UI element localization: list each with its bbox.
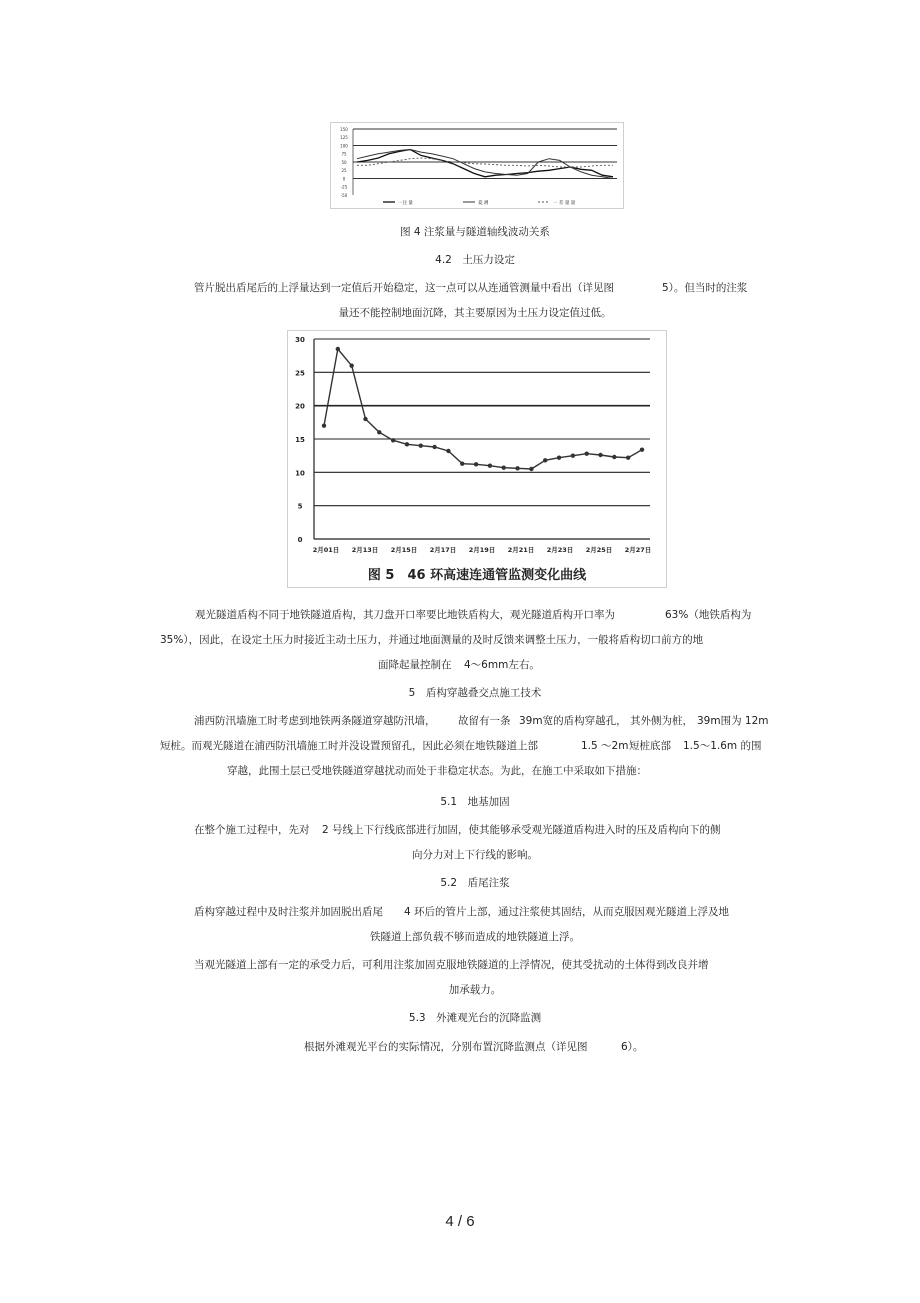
figure-5-y-tick-label: 5	[297, 502, 303, 511]
figure-5-x-tick-label: 2月27日	[624, 546, 652, 554]
shield-para-line1a: 观光隧道盾构不同于地铁隧道盾构，其刀盘开口率要比地铁盾构大，观光隧道盾构开口率为	[195, 609, 615, 621]
section-5-1-line2: 向分力对上下行线的影响。	[412, 849, 538, 861]
section-5-2-line1b: 4 环后的管片上部，通过注浆使其固结，从而克服因观光隧道上浮及地	[404, 906, 730, 918]
figure-4-y-tick-label: 75	[341, 151, 347, 157]
figure-4-y-tick-label: -25	[340, 184, 348, 190]
section-5-2-line1a: 盾构穿越过程中及时注浆并加固脱出盾尾	[194, 906, 383, 918]
figure-5-data-point	[405, 442, 409, 446]
figure-4-caption: 图 4 注浆量与隧道轴线波动关系	[400, 226, 550, 238]
figure-5-data-point	[488, 463, 492, 467]
section-5-1-line1a: 在整个施工过程中，先对	[194, 824, 310, 836]
section-4-2-para-ref: 5）。但当时的注浆	[662, 282, 748, 294]
figure-5-data-point	[474, 462, 478, 466]
figure-5-data-point	[571, 453, 575, 457]
figure-5-y-tick-label: 30	[295, 336, 305, 344]
section-5-line1e: 39m围为 12m	[697, 715, 769, 727]
figure-5-x-tick-label: 2月23日	[546, 546, 574, 554]
section-5-3-line1a: 根据外滩观光平台的实际情况，分别布置沉降监测点（详见图	[304, 1041, 588, 1053]
section-5-2-heading: 5.2 盾尾注浆	[440, 877, 510, 889]
figure-4-legend-label: 夏 测	[478, 201, 489, 206]
section-5-2-line2: 铁隧道上部负载不够而造成的地铁隧道上浮。	[370, 931, 580, 943]
figure-5-data-point	[557, 455, 561, 459]
figure-5-chart	[288, 331, 666, 587]
figure-5-series-line	[324, 349, 642, 469]
figure-5-y-tick-label: 10	[295, 469, 305, 478]
figure-5-data-point	[626, 455, 630, 459]
figure-5-data-point	[640, 447, 644, 451]
section-5-line1a: 浦西防汛墙施工时考虑到地铁两条隧道穿越防汛墙，	[194, 715, 436, 727]
figure-4	[330, 122, 624, 209]
section-4-2-para-line2: 量还不能控制地面沉降，其主要原因为土压力设定值过低。	[338, 307, 612, 319]
figure-5-x-tick-label: 2月15日	[390, 546, 418, 554]
shield-para-line2: 35%），因此，在设定土压力时接近主动土压力，并通过地面测量的及时反馈来调整土压力，一般将盾构切口前方的地	[160, 634, 704, 646]
shield-para-line3a: 面降起量控制在	[378, 659, 452, 671]
figure-5-data-point	[363, 417, 367, 421]
figure-4-y-tick-label: 100	[340, 143, 348, 149]
section-5-line3: 穿越，此围土层已受地铁隧道穿越扰动而处于非稳定状态。为此，在施工中采取如下措施：	[227, 765, 647, 777]
section-4-2-heading: 4.2 土压力设定	[435, 254, 515, 266]
figure-5-y-tick-label: 25	[295, 369, 305, 378]
section-5-heading: 5 盾构穿越叠交点施工技术	[408, 687, 542, 699]
figure-5-x-tick-label: 2月19日	[468, 546, 496, 554]
figure-4-y-tick-label: 50	[341, 159, 347, 165]
shield-para-line1b: 63%（地铁盾构为	[665, 609, 752, 621]
section-5-line2b: 1.5 ～2m	[581, 740, 629, 752]
figure-5-x-tick-label: 2月25日	[585, 546, 613, 554]
figure-5	[287, 330, 667, 588]
figure-4-series-line	[357, 158, 613, 167]
figure-5-data-point	[502, 465, 506, 469]
figure-4-y-tick-label: -50	[340, 192, 348, 198]
figure-5-data-point	[336, 347, 340, 351]
section-5-line1d: 其外侧为桩，	[630, 715, 693, 727]
figure-5-x-tick-label: 2月01日	[312, 546, 340, 554]
figure-5-data-point	[322, 423, 326, 427]
figure-5-data-point	[529, 467, 533, 471]
figure-5-data-point	[432, 445, 436, 449]
figure-5-data-point	[598, 453, 602, 457]
figure-5-x-tick-label: 2月21日	[507, 546, 535, 554]
figure-4-y-tick-label: 125	[340, 135, 348, 141]
figure-4-y-tick-label: 150	[340, 126, 348, 132]
figure-5-data-point	[543, 458, 547, 462]
figure-5-data-point	[584, 451, 588, 455]
section-5-2-line3: 当观光隧道上部有一定的承受力后，可利用注浆加固克服地铁隧道的上浮情况，使其受扰动的土体得到改良并增	[194, 959, 709, 971]
figure-4-chart	[331, 123, 623, 208]
section-5-line2c: 短桩底部	[629, 740, 671, 752]
figure-5-data-point	[515, 466, 519, 470]
section-5-line2a: 短桩。而观光隧道在浦西防汛墙施工时并没设置预留孔，因此必须在地铁隧道上部	[160, 740, 538, 752]
figure-4-y-tick-label: 0	[342, 176, 346, 182]
figure-5-data-point	[349, 363, 353, 367]
section-5-1-heading: 5.1 地基加固	[440, 796, 510, 808]
section-4-2-para-line1: 管片脱出盾尾后的上浮量达到一定值后开始稳定，这一点可以从连通管测量中看出（详见图	[194, 282, 614, 294]
page-number: 4 / 6	[445, 1213, 475, 1230]
figure-5-data-point	[419, 443, 423, 447]
figure-5-data-point	[391, 438, 395, 442]
figure-5-y-tick-label: 20	[295, 402, 305, 411]
shield-para-line3b: 4～6mm左右。	[464, 659, 540, 671]
figure-5-y-tick-label: 15	[295, 436, 305, 444]
figure-4-legend-label: 一 差 量 量	[553, 201, 576, 206]
figure-4-legend-label: 一注 量	[398, 201, 413, 206]
section-5-3-heading: 5.3 外滩观光台的沉降监测	[408, 1012, 542, 1024]
figure-4-series-line	[357, 150, 613, 177]
section-5-3-line1b: 6）。	[621, 1041, 644, 1053]
figure-5-data-point	[446, 449, 450, 453]
figure-5-y-tick-label: 0	[297, 536, 303, 544]
figure-5-x-tick-label: 2月17日	[429, 546, 457, 554]
figure-5-caption: 图 5 46 环高速连通管监测变化曲线	[367, 568, 587, 583]
section-5-2-line4: 加承载力。	[448, 984, 502, 996]
figure-5-data-point	[377, 430, 381, 434]
figure-4-y-tick-label: 25	[341, 168, 347, 174]
figure-5-x-tick-label: 2月13日	[351, 546, 379, 554]
figure-5-data-point	[460, 461, 464, 465]
section-5-line2d: 1.5～1.6m 的围	[683, 740, 762, 752]
section-5-line1b: 故留有一条	[458, 715, 511, 727]
section-5-line1c: 39m宽的盾构穿越孔，	[519, 715, 627, 727]
figure-5-data-point	[612, 455, 616, 459]
section-5-1-line1b: 2 号线上下行线底部进行加固，使其能够承受观光隧道盾构进入时的压及盾构向下的侧	[322, 824, 721, 836]
